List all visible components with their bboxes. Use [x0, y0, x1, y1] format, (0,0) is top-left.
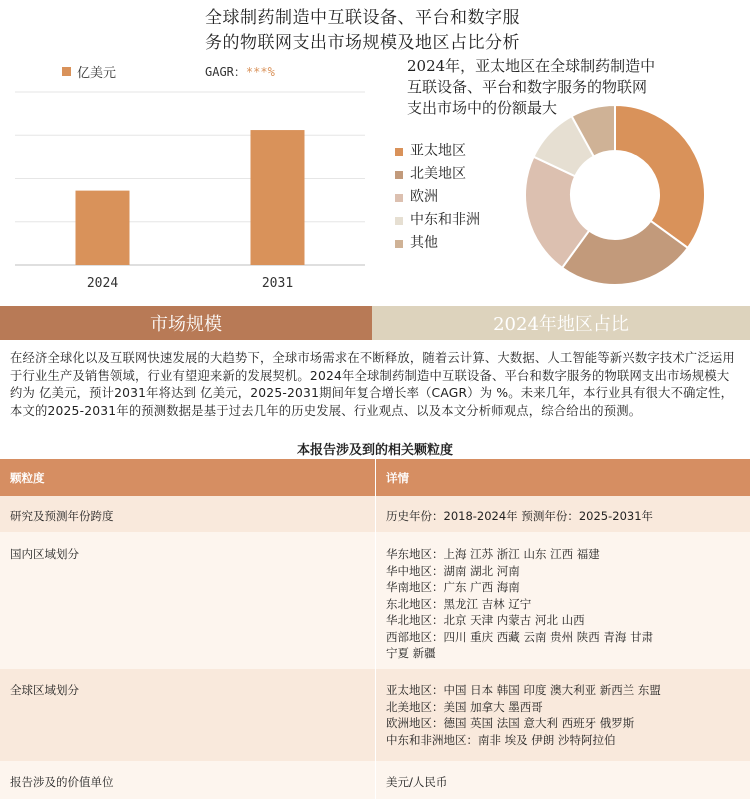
- table-row-label: 全球区域划分: [10, 683, 79, 697]
- pie-caption-line-2: 互联设备、平台和数字服务的物联网: [407, 78, 648, 96]
- cagr-value: ***%: [245, 65, 275, 79]
- bar-2031: [251, 130, 305, 265]
- market-size-banner: 市场规模: [0, 306, 372, 340]
- pie-legend-item: [395, 209, 480, 232]
- cagr-label-text: GAGR：: [205, 65, 246, 79]
- table-detail-line: 欧洲地区：德国 英国 法国 意大利 西班牙 俄罗斯: [386, 716, 635, 730]
- pie-legend-swatch: [395, 217, 403, 225]
- table-row-details: [375, 669, 750, 761]
- pie-legend-label: 欧洲: [410, 189, 438, 205]
- region-share-banner: 2024年地区占比: [372, 306, 750, 340]
- table-detail-line: 华南地区：广东 广西 海南: [386, 580, 520, 594]
- x-tick-label: 2031: [261, 276, 294, 291]
- table-detail-line: 华东地区：上海 江苏 浙江 山东 江西 福建: [386, 547, 600, 561]
- pie-legend-item: [395, 163, 480, 186]
- table-row-label: 报告涉及的价值单位: [10, 775, 114, 789]
- table-row: [0, 532, 750, 669]
- bar-legend: [62, 62, 116, 81]
- pie-legend-label: 北美地区: [410, 166, 466, 182]
- table-row-label: 研究及预测年份跨度: [10, 509, 114, 523]
- table-row: [0, 669, 750, 761]
- pie-legend-label: 亚太地区: [410, 143, 466, 159]
- table-detail-line: 宁夏 新疆: [386, 646, 436, 660]
- table-detail-line: 美元/人民币: [386, 775, 448, 789]
- pie-caption-line-1: 2024年，亚太地区在全球制药制造中: [407, 57, 656, 75]
- table-detail-line: 西部地区：四川 重庆 西藏 云南 贵州 陕西 青海 甘肃: [386, 629, 654, 644]
- pie-legend-swatch: [395, 194, 403, 202]
- page-title-line-1: 全球制药制造中互联设备、平台和数字服: [205, 8, 520, 28]
- intro-paragraph: 在经济全球化以及互联网快速发展的大趋势下，全球市场需求在不断释放，随着云计算、大数据、人工智能等新兴数字技术广泛运用于行业生产及销售领域，行业有望迎来新的发展契机。2024年全球制药制造中互联设备、平台和数字服务的物联网支出市场规模大约为 亿美元，预计2031年将达到 亿美元，2025-2031期间年复合增长率（CAGR）为 %。未来几年，本行业具有很大不确定性，本文的2025-2031年的预测数据是基于过去几年的历史发展、行业观点、以及本文分析师观点，综合给出的预测。: [10, 351, 735, 418]
- pie-legend: [395, 140, 480, 255]
- table-detail-line: 亚太地区：中国 日本 韩国 印度 澳大利亚 新西兰 东盟: [386, 683, 661, 697]
- table-detail-line: 东北地区：黑龙江 吉林 辽宁: [386, 596, 532, 611]
- bar-legend-swatch: [62, 67, 71, 76]
- table-row: [0, 761, 750, 799]
- bar-legend-label: 亿美元: [77, 66, 117, 81]
- pie-legend-item: [395, 232, 480, 255]
- table-row-details: [375, 761, 750, 799]
- table-row-details: [375, 532, 750, 669]
- pie-legend-swatch: [395, 240, 403, 248]
- granularity-table: [0, 459, 750, 799]
- table-header-granularity: 颗粒度: [10, 470, 45, 485]
- table-header-row: [0, 459, 750, 496]
- table-detail-line: 中东和非洲地区：南非 埃及 伊朗 沙特阿拉伯: [386, 732, 616, 747]
- pie-legend-label: 中东和非洲: [410, 212, 480, 228]
- table-detail-line: 北美地区：美国 加拿大 墨西哥: [386, 699, 543, 714]
- page-title: [205, 6, 605, 56]
- pie-legend-swatch: [395, 148, 403, 156]
- region-share-donut-chart: [515, 103, 715, 303]
- table-title: 本报告涉及到的相关颗粒度: [296, 443, 453, 458]
- pie-caption-line-3: 支出市场中的份额最大: [407, 99, 558, 117]
- table-row-label: 国内区域划分: [10, 547, 79, 561]
- pie-legend-label: 其他: [410, 235, 438, 251]
- x-tick-label: 2024: [86, 276, 119, 291]
- page-title-line-2: 务的物联网支出市场规模及地区占比分析: [205, 33, 520, 53]
- market-size-bar-chart: [0, 80, 380, 300]
- table-row-details: [375, 496, 750, 532]
- bar-2024: [76, 191, 130, 265]
- table-detail-line: 华北地区：北京 天津 内蒙古 河北 山西: [386, 613, 585, 627]
- cagr-label: [205, 63, 275, 80]
- table-row: [0, 496, 750, 532]
- pie-legend-item: [395, 186, 480, 209]
- table-detail-line: 历史年份：2018-2024年 预测年份：2025-2031年: [386, 509, 654, 523]
- table-detail-line: 华中地区：湖南 湖北 河南: [386, 563, 520, 578]
- table-header-details: 详情: [375, 459, 750, 496]
- pie-legend-item: [395, 140, 480, 163]
- pie-legend-swatch: [395, 171, 403, 179]
